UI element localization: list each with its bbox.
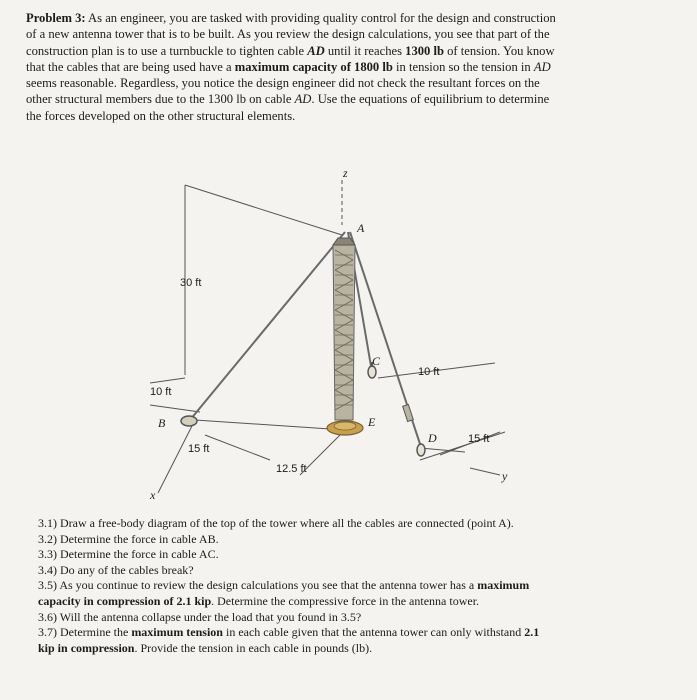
label-point-A: A bbox=[357, 221, 365, 235]
anchor-B bbox=[181, 416, 197, 426]
problem-line-7: the forces developed on the other structural elements. bbox=[26, 108, 296, 123]
label-30ft: 30 ft bbox=[180, 277, 202, 289]
question-3-2: 3.2) Determine the force in cable AB. bbox=[38, 531, 219, 546]
problem-line-6: other structural members due to the 1300 lb on cable AD. Use the equations of equilibrium to determine bbox=[26, 92, 550, 107]
antenna-tower bbox=[327, 238, 363, 435]
x-axis bbox=[158, 420, 195, 493]
dim-line-12-5ft bbox=[300, 430, 345, 475]
label-x-axis: x bbox=[150, 488, 156, 502]
question-3-3: 3.3) Determine the force in cable AC. bbox=[38, 547, 219, 562]
label-point-C: C bbox=[372, 354, 381, 368]
label-point-D: D bbox=[428, 431, 437, 445]
label-10ft-right: 10 ft bbox=[418, 366, 440, 378]
tower-figure bbox=[0, 150, 697, 520]
label-15ft-left: 15 ft bbox=[188, 443, 210, 455]
question-3-4: 3.4) Do any of the cables break? bbox=[38, 562, 194, 577]
question-3-5: 3.5) As you continue to review the design calculations you see that the antenna tower has a maximum bbox=[38, 578, 530, 593]
question-3-5-cont: capacity in compression of 2.1 kip. Determine the compressive force in the antenna tower. bbox=[38, 593, 480, 608]
dim-line-10ft-left bbox=[150, 378, 185, 383]
problem-label: Problem 3: bbox=[26, 11, 86, 25]
turnbuckle-D bbox=[403, 404, 425, 456]
y-axis bbox=[470, 468, 500, 475]
label-15ft-right: 15 ft bbox=[468, 433, 490, 445]
dim-line-15ft-left bbox=[205, 435, 270, 460]
dim-d-right bbox=[420, 448, 465, 452]
problem-line-2: of a new antenna tower that is to be built. As you review the design calculations, you see that part of the bbox=[26, 27, 550, 42]
question-list bbox=[38, 516, 688, 656]
dim-line-horizontal bbox=[150, 405, 200, 412]
question-3-7: 3.7) Determine the maximum tension in each cable given that the antenna tower can only withstand 2.1 bbox=[38, 625, 540, 640]
cable-AB bbox=[190, 232, 345, 420]
question-3-7-cont: kip in compression. Provide the tension in each cable in pounds (lb). bbox=[38, 640, 373, 655]
label-point-E: E bbox=[368, 415, 376, 429]
problem-statement bbox=[26, 10, 676, 124]
dim-line-30ft bbox=[185, 185, 342, 235]
problem-line-3: construction plan is to use a turnbuckle to tighten cable AD until it reaches 1300 lb of tension. You know bbox=[26, 43, 555, 58]
ground-line bbox=[195, 420, 345, 430]
label-y-axis: y bbox=[502, 469, 508, 483]
problem-line-4: that the cables that are being used have a maximum capacity of 1800 lb in tension so the tension in AD bbox=[26, 59, 551, 74]
label-z-axis: z bbox=[343, 166, 348, 180]
question-3-1: 3.1) Draw a free-body diagram of the top of the tower where all the cables are connected (point A). bbox=[38, 516, 514, 530]
question-3-6: 3.6) Will the antenna collapse under the load that you found in 3.5? bbox=[38, 609, 362, 624]
problem-line-5: seems reasonable. Regardless, you notice the design engineer did not check the resultant forces on the bbox=[26, 76, 540, 91]
problem-line-1: Problem 3: As an engineer, you are tasked with providing quality control for the design and construction bbox=[26, 11, 556, 25]
label-point-B: B bbox=[158, 416, 166, 430]
label-12-5ft: 12.5 ft bbox=[276, 463, 307, 475]
label-10ft-left: 10 ft bbox=[150, 386, 172, 398]
